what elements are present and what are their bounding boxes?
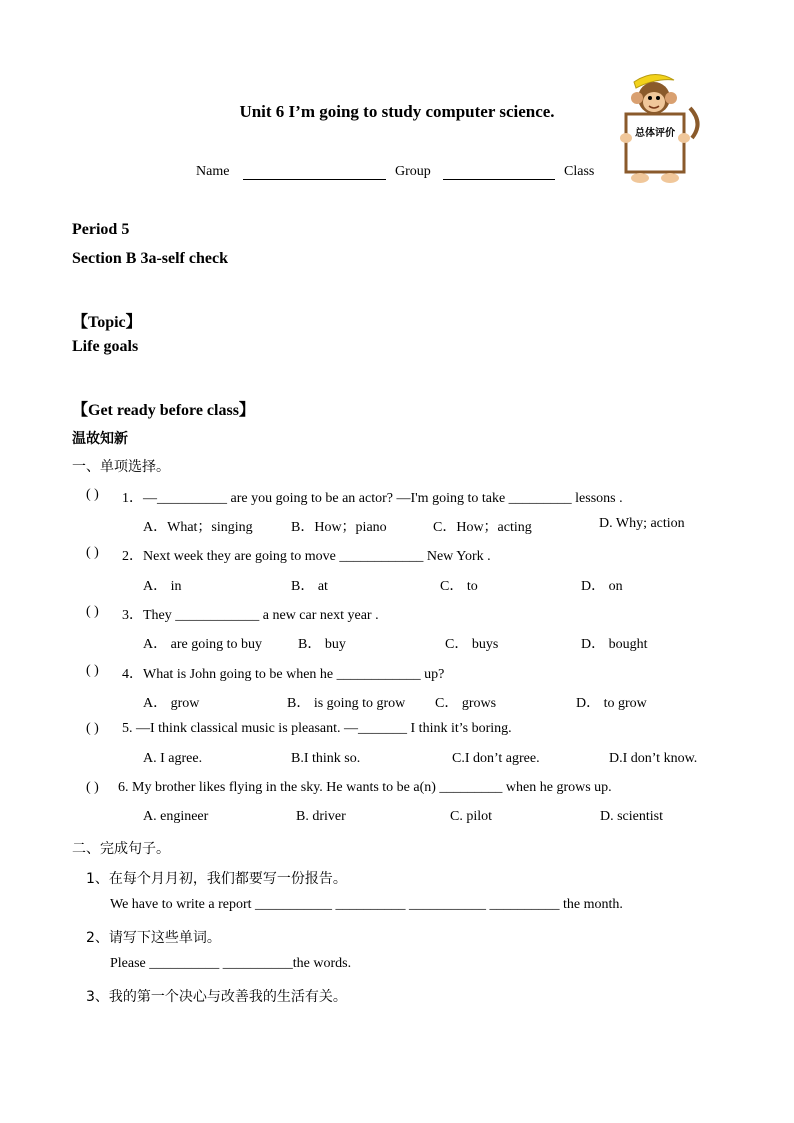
option-b: B．How；piano	[291, 520, 387, 535]
option-b: B. driver	[296, 809, 346, 824]
answer-parenthesis[interactable]: ( )	[86, 780, 99, 795]
group-label: Group	[395, 164, 431, 179]
option-d: D． to grow	[576, 696, 647, 711]
question-stem: 2．Next week they are going to move ____________ New York .	[122, 549, 491, 564]
question-stem: 3．They ____________ a new car next year .	[122, 608, 379, 623]
sentence-prompt: 2、请写下这些单词。	[86, 930, 221, 946]
monkey-evaluation-badge-icon	[612, 68, 702, 188]
question-stem: 4．What is John going to be when he ____________ up?	[122, 667, 445, 682]
answer-parenthesis[interactable]: ( )	[86, 545, 99, 560]
name-label: Name	[196, 164, 230, 179]
option-b: B． is going to grow	[287, 696, 406, 711]
topic-heading: 【Topic】	[72, 314, 142, 331]
class-label: Class	[564, 164, 595, 179]
option-a: A．What；singing	[143, 520, 253, 535]
option-a: A． in	[143, 579, 182, 594]
option-b: B.I think so.	[291, 751, 361, 766]
option-b: B． at	[291, 579, 328, 594]
answer-parenthesis[interactable]: ( )	[86, 663, 99, 678]
sentence-prompt: 1、在每个月月初，我们都要写一份报告。	[86, 871, 347, 887]
option-a: A． are going to buy	[143, 637, 262, 652]
option-d: D． bought	[581, 637, 648, 652]
review-heading: 温故知新	[72, 431, 128, 447]
option-c: C．How；acting	[433, 520, 532, 535]
section-label: Section B 3a-self check	[72, 250, 228, 267]
answer-parenthesis[interactable]: ( )	[86, 721, 99, 736]
part2-heading: 二、完成句子。	[72, 841, 170, 857]
option-c: C.I don’t agree.	[452, 751, 540, 766]
sentence-answer: Please __________ __________the words.	[110, 956, 352, 971]
option-a: A. I agree.	[143, 751, 203, 766]
question-stem: 5. —I think classical music is pleasant. —_______ I think it’s boring.	[122, 721, 512, 736]
option-d: D. scientist	[600, 809, 663, 824]
period-label: Period 5	[72, 221, 130, 238]
option-d: D. Why; action	[599, 516, 685, 531]
option-c: C． to	[440, 579, 478, 594]
sentence-answer: We have to write a report ___________ __________ ___________ __________ the month.	[110, 897, 623, 912]
option-d: D． on	[581, 579, 623, 594]
sentence-prompt: 3、我的第一个决心与改善我的生活有关。	[86, 989, 347, 1005]
part1-heading: 一、单项选择。	[72, 459, 170, 475]
option-a: A. engineer	[143, 809, 209, 824]
page-title: Unit 6 I’m going to study computer science.	[239, 102, 555, 121]
group-field[interactable]	[443, 164, 555, 180]
answer-parenthesis[interactable]: ( )	[86, 487, 99, 502]
option-c: C． buys	[445, 637, 499, 652]
name-field[interactable]	[243, 164, 386, 180]
question-stem: 1．—__________ are you going to be an actor? —I'm going to take _________ lessons .	[122, 491, 623, 506]
get-ready-heading: 【Get ready before class】	[72, 402, 255, 419]
badge-text: 总体评价	[635, 128, 675, 139]
option-d: D.I don’t know.	[609, 751, 698, 766]
question-stem: 6. My brother likes flying in the sky. He wants to be a(n) _________ when he grows up.	[118, 780, 612, 795]
topic-text: Life goals	[72, 338, 139, 355]
option-c: C． grows	[435, 696, 497, 711]
option-c: C. pilot	[450, 809, 493, 824]
answer-parenthesis[interactable]: ( )	[86, 604, 99, 619]
option-b: B． buy	[298, 637, 346, 652]
option-a: A． grow	[143, 696, 200, 711]
